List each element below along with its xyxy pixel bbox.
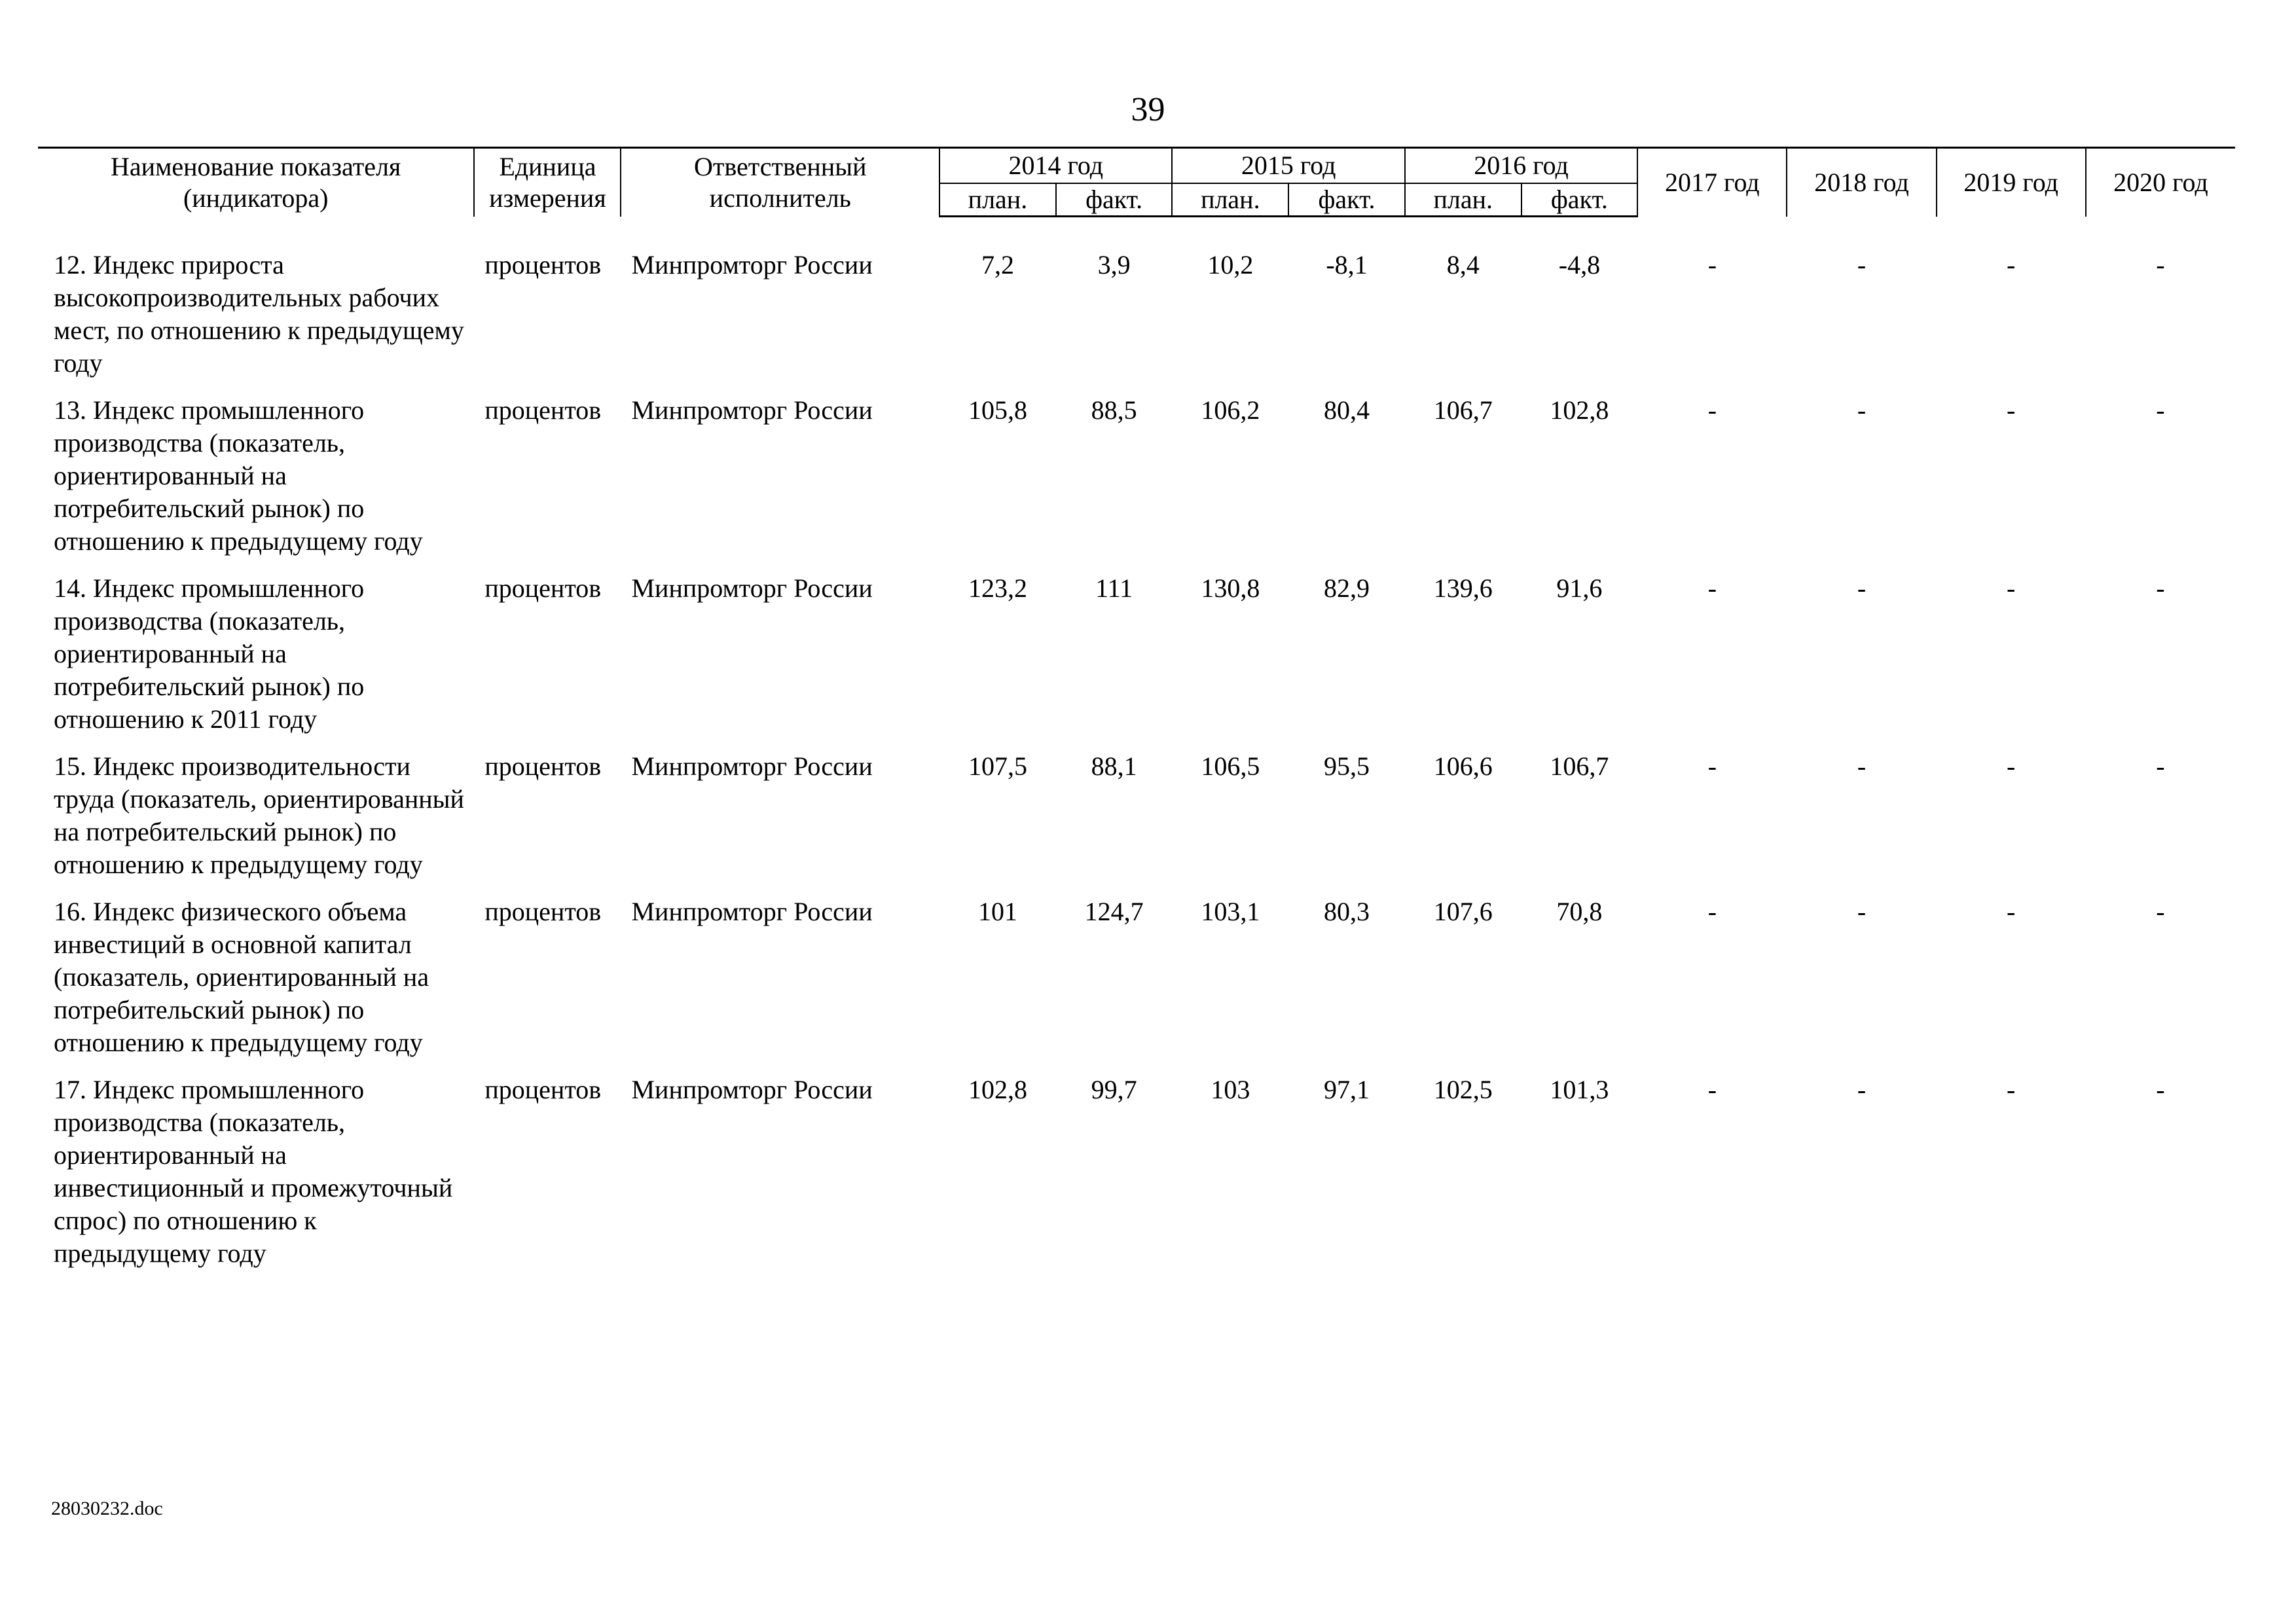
value-2019-cell: - bbox=[2007, 1075, 2016, 1104]
fact-2016-cell: 106,7 bbox=[1550, 751, 1609, 781]
fact-2014-cell: 99,7 bbox=[1091, 1075, 1137, 1104]
header-fact-2016: факт. bbox=[1522, 183, 1638, 217]
header-year-2018: 2018 год bbox=[1787, 148, 1936, 217]
plan-2015-cell: 103 bbox=[1211, 1075, 1250, 1104]
value-2020-cell: - bbox=[2156, 395, 2165, 425]
value-2017-cell: - bbox=[1707, 395, 1717, 425]
responsible-cell: Минпромторг России bbox=[631, 897, 873, 926]
fact-2016-cell: 102,8 bbox=[1550, 395, 1609, 425]
plan-2016-cell: 8,4 bbox=[1446, 250, 1480, 280]
plan-2014-cell: 101 bbox=[977, 897, 1017, 926]
responsible-cell: Минпромторг России bbox=[631, 395, 873, 425]
fact-2016-cell: 91,6 bbox=[1556, 573, 1603, 603]
value-2018-cell: - bbox=[1857, 573, 1867, 603]
header-name: Наименование показателя (индикатора) bbox=[38, 148, 474, 217]
responsible-cell: Минпромторг России bbox=[631, 250, 873, 280]
header-plan-2016: план. bbox=[1405, 183, 1522, 217]
plan-2014-cell: 105,8 bbox=[968, 395, 1027, 425]
value-2017-cell: - bbox=[1707, 1075, 1717, 1104]
table-row bbox=[38, 249, 2235, 394]
indicator-name: 17. Индекс промышленного производства (показатель, ориентированный на инвестиционный и промежуточный спрос) по отношению к предыдущему году bbox=[54, 1075, 453, 1268]
table-row bbox=[38, 750, 2235, 895]
value-2019-cell: - bbox=[2007, 897, 2016, 926]
header-year-2017: 2017 год bbox=[1637, 148, 1787, 217]
value-2020-cell: - bbox=[2156, 250, 2165, 280]
fact-2016-cell: 101,3 bbox=[1550, 1075, 1609, 1104]
fact-2016-cell: 70,8 bbox=[1556, 897, 1603, 926]
fact-2015-cell: 82,9 bbox=[1324, 573, 1370, 603]
header-fact-2014: факт. bbox=[1056, 183, 1173, 217]
indicator-name: 13. Индекс промышленного производства (показатель, ориентированный на потребительский рынок) по отношению к предыдущему году bbox=[54, 395, 423, 556]
unit-cell: процентов bbox=[484, 751, 602, 781]
header-plan-2015: план. bbox=[1172, 183, 1288, 217]
page-number: 39 bbox=[1131, 91, 1165, 128]
header-responsible: Ответственный исполнитель bbox=[621, 148, 939, 217]
value-2018-cell: - bbox=[1857, 751, 1867, 781]
table-header bbox=[38, 148, 2235, 217]
value-2018-cell: - bbox=[1857, 250, 1867, 280]
indicator-name: 12. Индекс прироста высокопроизводительных рабочих мест, по отношению к предыдущему году bbox=[54, 250, 464, 378]
value-2018-cell: - bbox=[1857, 897, 1867, 926]
plan-2015-cell: 103,1 bbox=[1201, 897, 1260, 926]
table-body bbox=[38, 217, 2235, 1285]
value-2017-cell: - bbox=[1707, 573, 1717, 603]
plan-2014-cell: 123,2 bbox=[968, 573, 1027, 603]
value-2019-cell: - bbox=[2007, 573, 2016, 603]
plan-2015-cell: 106,2 bbox=[1201, 395, 1260, 425]
value-2019-cell: - bbox=[2007, 395, 2016, 425]
header-unit: Единица измерения bbox=[474, 148, 621, 217]
value-2020-cell: - bbox=[2156, 573, 2165, 603]
responsible-cell: Минпромторг России bbox=[631, 573, 873, 603]
fact-2015-cell: 95,5 bbox=[1324, 751, 1370, 781]
fact-2014-cell: 3,9 bbox=[1097, 250, 1131, 280]
header-year-2020: 2020 год bbox=[2086, 148, 2235, 217]
fact-2015-cell: 97,1 bbox=[1324, 1075, 1370, 1104]
responsible-cell: Минпромторг России bbox=[631, 1075, 873, 1104]
unit-cell: процентов bbox=[484, 897, 602, 926]
plan-2014-cell: 102,8 bbox=[968, 1075, 1027, 1104]
responsible-cell: Минпромторг России bbox=[631, 751, 873, 781]
plan-2015-cell: 130,8 bbox=[1201, 573, 1260, 603]
unit-cell: процентов bbox=[484, 1075, 602, 1104]
header-fact-2015: факт. bbox=[1288, 183, 1405, 217]
value-2019-cell: - bbox=[2007, 751, 2016, 781]
unit-cell: процентов bbox=[484, 573, 602, 603]
plan-2015-cell: 106,5 bbox=[1201, 751, 1260, 781]
header-year-2014: 2014 год bbox=[939, 148, 1172, 184]
footer-document-code: 28030232.doc bbox=[51, 1498, 163, 1519]
fact-2015-cell: 80,4 bbox=[1324, 395, 1370, 425]
header-year-2016: 2016 год bbox=[1405, 148, 1637, 184]
plan-2016-cell: 106,7 bbox=[1433, 395, 1493, 425]
value-2017-cell: - bbox=[1707, 250, 1717, 280]
plan-2016-cell: 106,6 bbox=[1433, 751, 1493, 781]
indicator-name: 15. Индекс производительности труда (показатель, ориентированный на потребительский рынок) по отношению к предыдущему году bbox=[54, 751, 464, 879]
plan-2014-cell: 7,2 bbox=[981, 250, 1014, 280]
plan-2016-cell: 102,5 bbox=[1433, 1075, 1493, 1104]
table-row bbox=[38, 572, 2235, 750]
indicator-name: 16. Индекс физического объема инвестиций в основной капитал (показатель, ориентированный на потребительский рынок) по отношению к предыдущему году bbox=[54, 897, 429, 1057]
unit-cell: процентов bbox=[484, 250, 602, 280]
plan-2016-cell: 139,6 bbox=[1433, 573, 1493, 603]
indicator-name: 14. Индекс промышленного производства (показатель, ориентированный на потребительский рынок) по отношению к 2011 году bbox=[54, 573, 365, 734]
header-year-2015: 2015 год bbox=[1172, 148, 1404, 184]
value-2017-cell: - bbox=[1707, 751, 1717, 781]
table-row bbox=[38, 394, 2235, 572]
unit-cell: процентов bbox=[484, 395, 602, 425]
value-2020-cell: - bbox=[2156, 897, 2165, 926]
table-row bbox=[38, 1074, 2235, 1284]
plan-2016-cell: 107,6 bbox=[1433, 897, 1493, 926]
fact-2014-cell: 88,5 bbox=[1091, 395, 1137, 425]
value-2019-cell: - bbox=[2007, 250, 2016, 280]
fact-2016-cell: -4,8 bbox=[1558, 250, 1601, 280]
value-2020-cell: - bbox=[2156, 751, 2165, 781]
fact-2015-cell: 80,3 bbox=[1324, 897, 1370, 926]
fact-2014-cell: 124,7 bbox=[1084, 897, 1144, 926]
fact-2014-cell: 111 bbox=[1095, 573, 1133, 603]
header-plan-2014: план. bbox=[939, 183, 1056, 217]
fact-2015-cell: -8,1 bbox=[1326, 250, 1368, 280]
value-2018-cell: - bbox=[1857, 395, 1867, 425]
indicators-table bbox=[38, 147, 2235, 1284]
header-year-2019: 2019 год bbox=[1937, 148, 2086, 217]
plan-2014-cell: 107,5 bbox=[968, 751, 1027, 781]
value-2017-cell: - bbox=[1707, 897, 1717, 926]
table-row bbox=[38, 895, 2235, 1074]
value-2018-cell: - bbox=[1857, 1075, 1867, 1104]
plan-2015-cell: 10,2 bbox=[1207, 250, 1254, 280]
fact-2014-cell: 88,1 bbox=[1091, 751, 1137, 781]
value-2020-cell: - bbox=[2156, 1075, 2165, 1104]
